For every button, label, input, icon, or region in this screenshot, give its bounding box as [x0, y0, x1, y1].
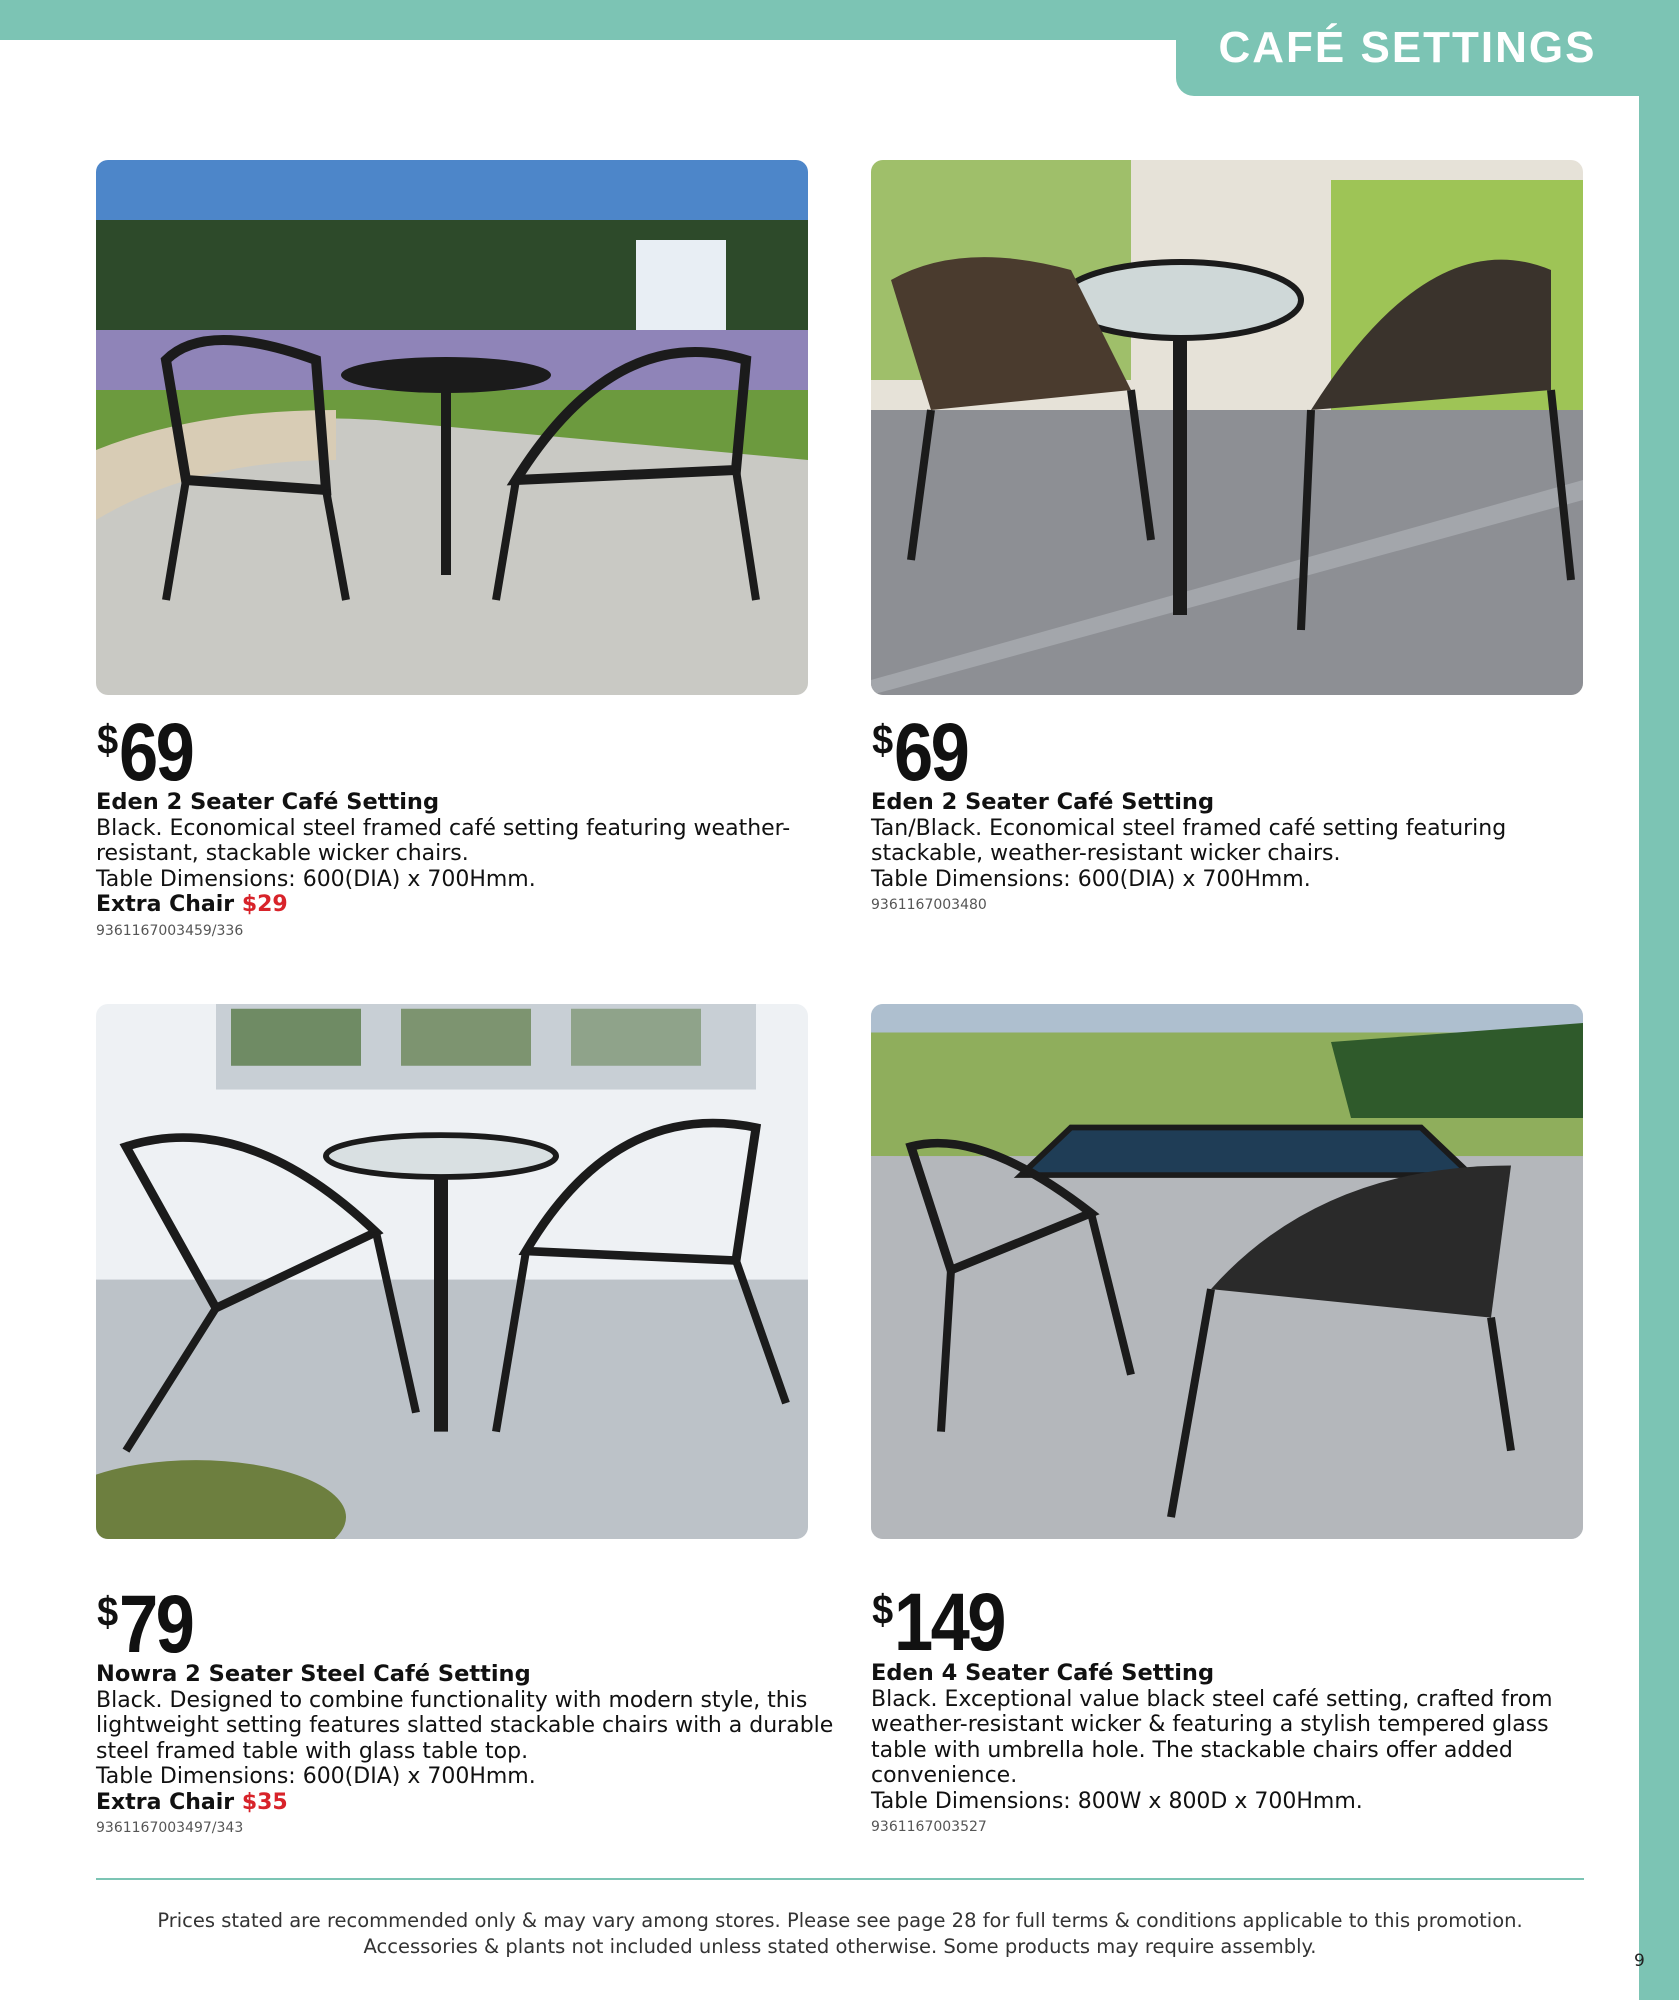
product-info [871, 1661, 1611, 1837]
product-photo-eden-4 [871, 1004, 1583, 1539]
price-currency: $ [97, 716, 119, 763]
price-currency: $ [97, 1588, 119, 1635]
price-amount: 79 [119, 1579, 193, 1670]
product-code: 9361167003527 [871, 1819, 987, 1835]
right-accent-bar [1639, 0, 1679, 2000]
price-currency: $ [872, 716, 894, 763]
footer-divider [96, 1878, 1584, 1880]
product-dimensions: Table Dimensions: 600(DIA) x 700Hmm. [96, 1764, 536, 1789]
extra-chair-label: Extra Chair [96, 1789, 235, 1815]
product-dimensions: Table Dimensions: 600(DIA) x 700Hmm. [871, 866, 1311, 892]
product-name: Eden 2 Seater Café Setting [96, 789, 440, 815]
price-amount: 149 [894, 1577, 1005, 1668]
product-code: 9361167003497/343 [96, 1820, 244, 1836]
product-photo-eden-2-tan [871, 160, 1583, 695]
product-code: 9361167003480 [871, 897, 987, 913]
footer-disclaimer [96, 1908, 1584, 1960]
product-name: Eden 2 Seater Café Setting [871, 789, 1215, 815]
price-tag [871, 1577, 1022, 1668]
price-tag [871, 707, 980, 798]
extra-chair-price: $35 [241, 1789, 288, 1815]
product-photo-nowra-2 [96, 1004, 808, 1539]
product-description: Black. Economical steel framed café setting featuring weather-resistant, stackable wicker chairs. [96, 815, 791, 866]
product-description: Black. Designed to combine functionality with modern style, this lightweight setting features slatted stackable chairs with a durable steel framed table with glass table top. [96, 1687, 834, 1764]
price-tag [96, 1579, 205, 1670]
extra-chair-price: $29 [241, 892, 288, 917]
section-tab [1176, 0, 1639, 96]
extra-chair [96, 892, 836, 918]
price-amount: 69 [119, 707, 193, 798]
product-description: Tan/Black. Economical steel framed café setting featuring stackable, weather-resistant wicker chairs. [871, 815, 1507, 866]
extra-chair [96, 1790, 836, 1816]
product-info [96, 1662, 836, 1838]
product-info [871, 790, 1611, 915]
product-name: Nowra 2 Seater Steel Café Setting [96, 1661, 531, 1687]
product-name: Eden 4 Seater Café Setting [871, 1660, 1215, 1686]
price-tag [96, 707, 205, 798]
disclaimer-line-1: Prices stated are recommended only & may vary among stores. Please see page 28 for full terms & conditions applicable to this promotion. [157, 1909, 1523, 1932]
disclaimer-line-2: Accessories & plants not included unless stated otherwise. Some products may require assembly. [363, 1935, 1317, 1958]
product-dimensions: Table Dimensions: 600(DIA) x 700Hmm. [96, 866, 536, 892]
product-description: Black. Exceptional value black steel café setting, crafted from weather-resistant wicker & featuring a stylish tempered glass table with umbrella hole. The stackable chairs offer added convenience. [871, 1686, 1553, 1788]
product-dimensions: Table Dimensions: 800W x 800D x 700Hmm. [871, 1788, 1363, 1814]
price-amount: 69 [894, 707, 968, 798]
extra-chair-label: Extra Chair [96, 892, 235, 917]
section-title: CAFÉ SETTINGS [1218, 23, 1597, 72]
product-photo-eden-2-black [96, 160, 808, 695]
price-currency: $ [872, 1586, 894, 1633]
product-info [96, 790, 836, 941]
product-code: 9361167003459/336 [96, 922, 244, 939]
page-number: 9 [1634, 1951, 1645, 1971]
